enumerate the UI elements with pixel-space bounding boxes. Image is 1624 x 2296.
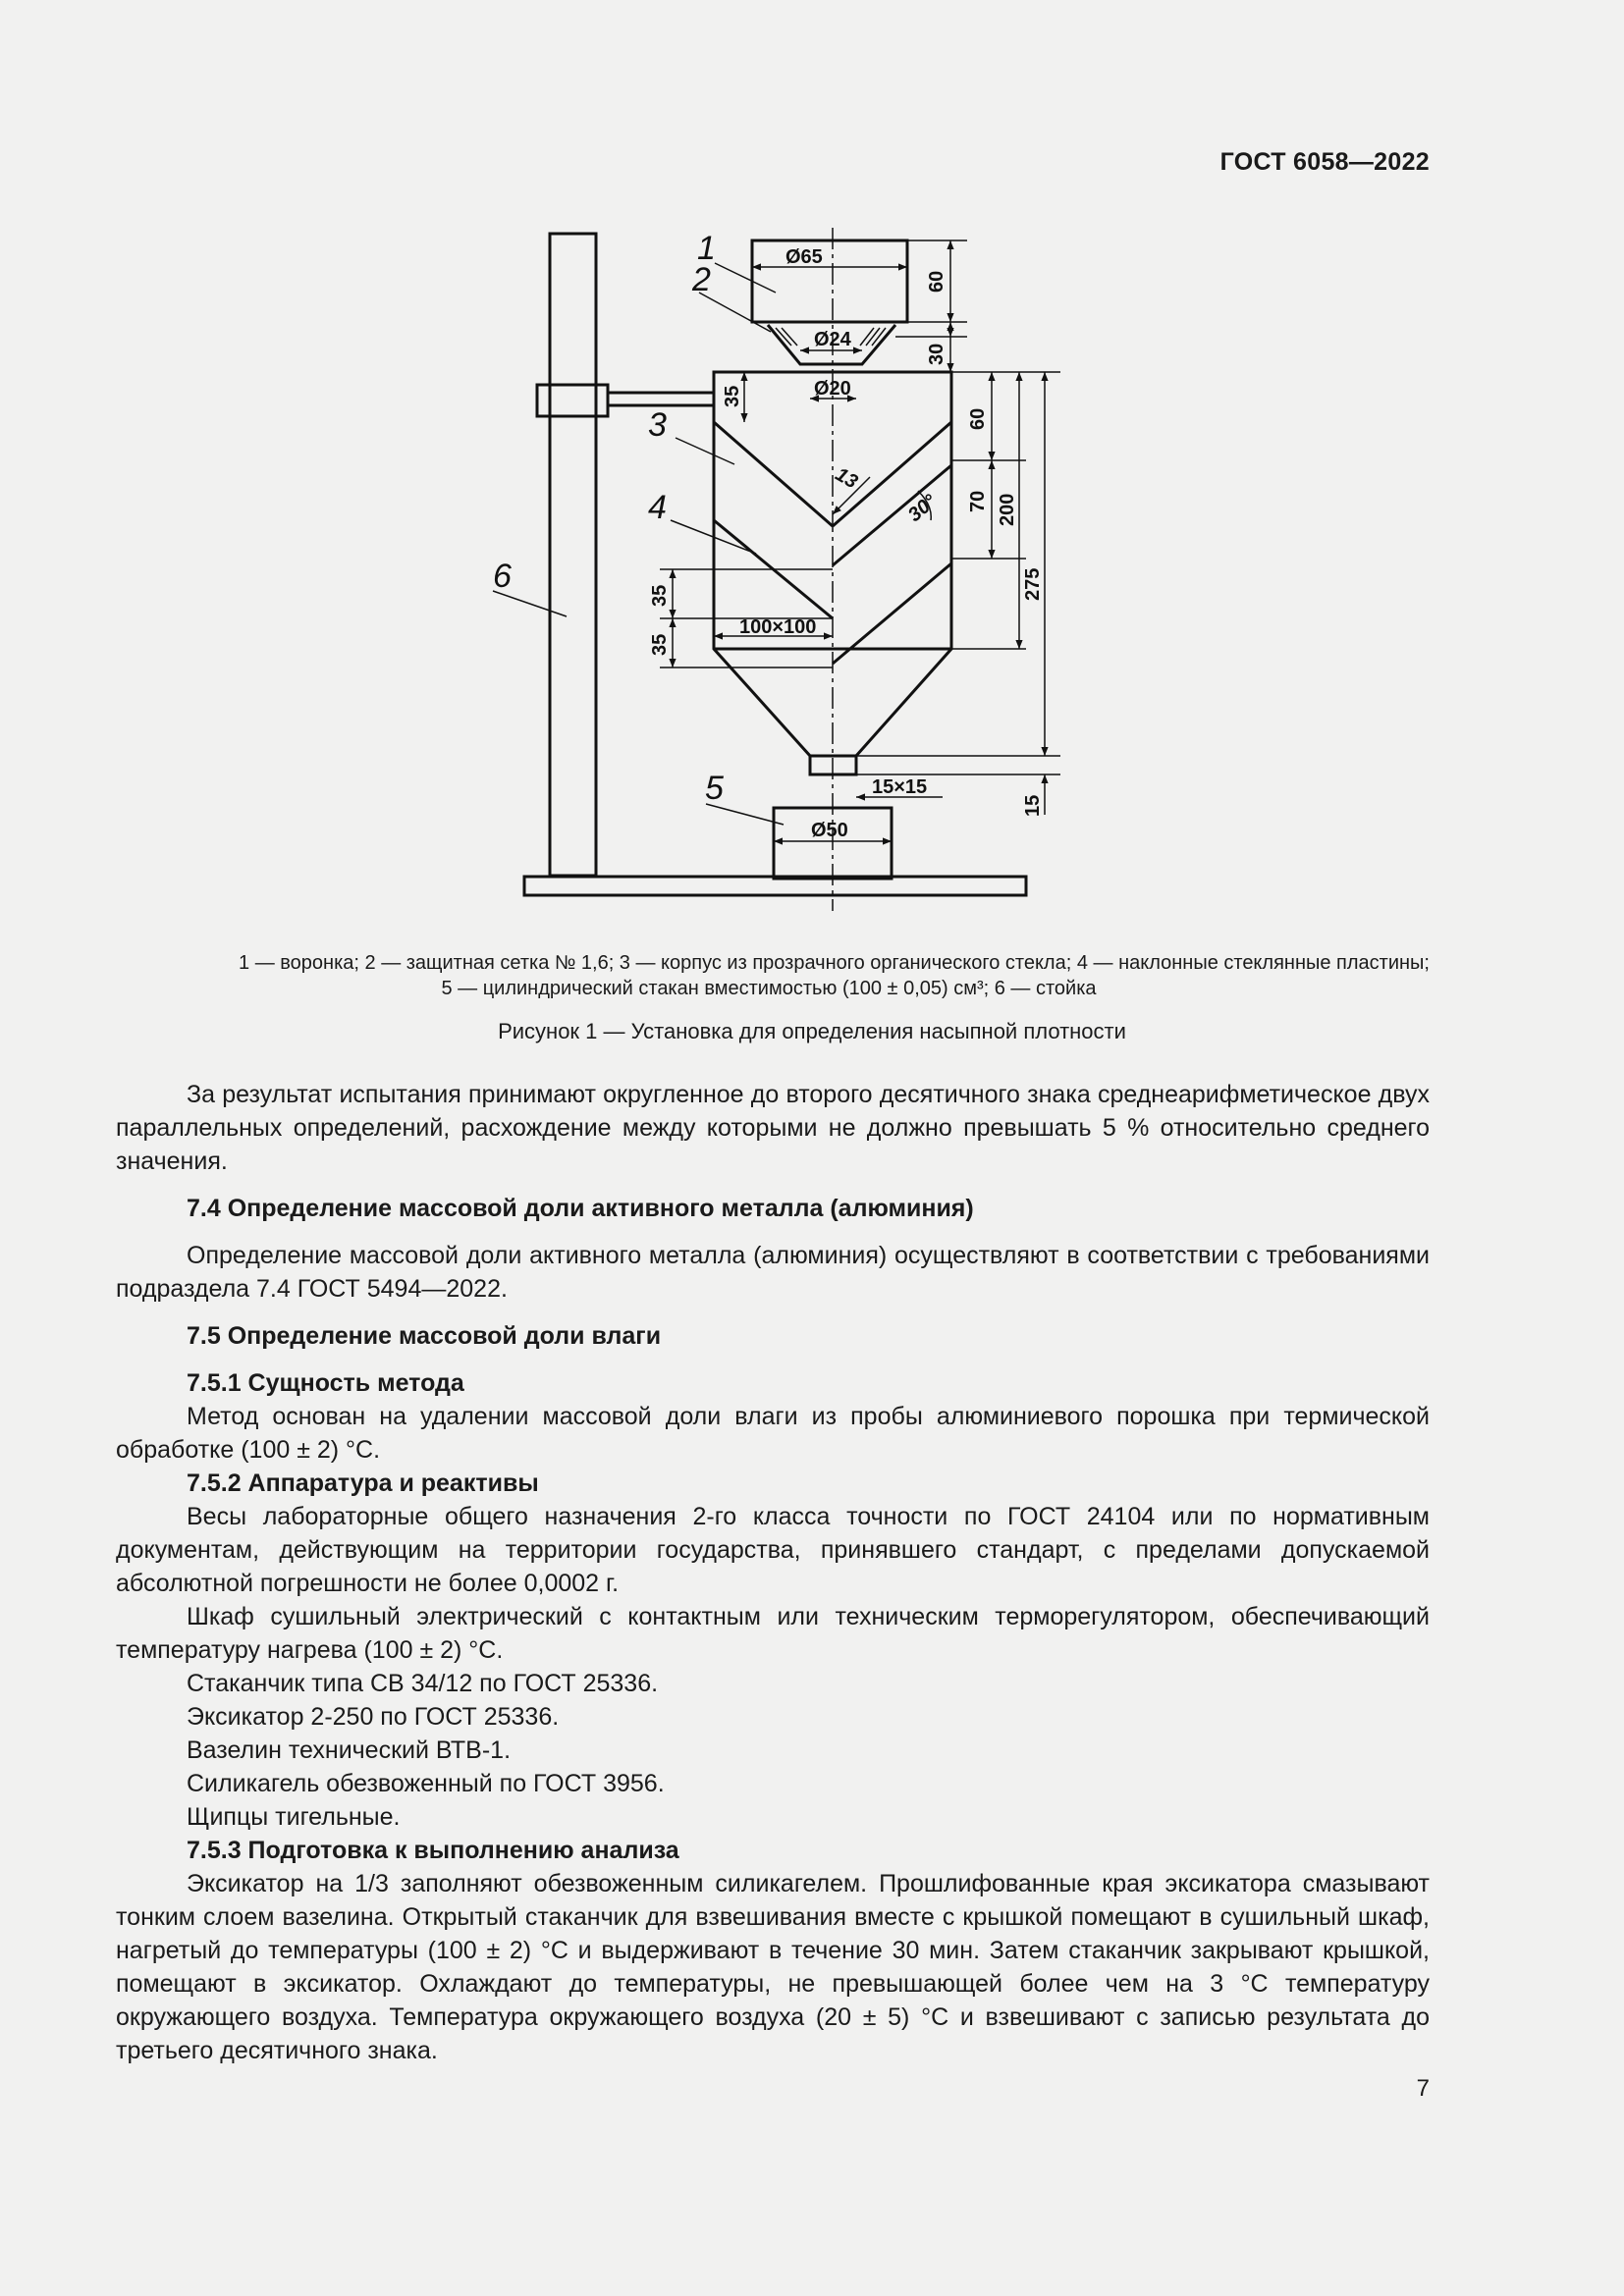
paragraph-result: За результат испытания принимают округленное до второго десятичного знака среднеарифметическое двух параллельных определений, расхождение между которыми не должно превышать 5 % относительно среднего значения. xyxy=(116,1081,1430,1175)
paragraph-tongs: Щипцы тигельные. xyxy=(187,1803,401,1831)
apparatus-svg xyxy=(493,224,1060,917)
page-number: 7 xyxy=(1416,2075,1430,2102)
dim-d20: Ø20 xyxy=(814,378,851,400)
legend-line-2: 5 — цилиндрический стакан вместимостью (100 ± 0,05) см³; 6 — стойка xyxy=(441,978,1097,999)
heading-7-5: 7.5 Определение массовой доли влаги xyxy=(187,1322,662,1350)
label-5: 5 xyxy=(705,770,724,807)
document-header: ГОСТ 6058—2022 xyxy=(1219,148,1430,176)
figure-caption: Рисунок 1 — Установка для определения насыпной плотности xyxy=(498,1019,1126,1043)
figure-apparatus-drawing xyxy=(493,224,1060,917)
label-1: 1 xyxy=(697,230,716,267)
dim-d24: Ø24 xyxy=(814,329,851,350)
dim-15x15: 15×15 xyxy=(872,776,928,798)
dim-30: 30 xyxy=(926,343,947,365)
body-text xyxy=(116,1078,1430,2067)
paragraph-beaker: Стаканчик типа СВ 34/12 по ГОСТ 25336. xyxy=(187,1670,659,1697)
dim-35-low: 35 xyxy=(649,633,671,656)
paragraph-7-5-3: Эксикатор на 1/3 заполняют обезвоженным силикагелем. Прошлифованные края эксикатора смазывают тонким слоем вазелина. Открытый стаканчик для взвешивания вместе с крышкой помещают в сушильный шкаф, нагретый до температуры (100 ± 2) °С и выдерживают в течение 30 мин. Затем стаканчик закрывают крышкой, помещают в эксикатор. Охлаждают до температуры, не превышающей более чем на 3 °С температуру окружающего воздуха. Температура окружающего воздуха (20 ± 5) °С и взвешивают с записью результата до третьего десятичного знака. xyxy=(116,1870,1430,2064)
figure-legend xyxy=(108,950,1430,1001)
label-2: 2 xyxy=(692,261,711,298)
paragraph-oven: Шкаф сушильный электрический с контактным или техническим терморегулятором, обеспечивающий температуру нагрева (100 ± 2) °С. xyxy=(116,1603,1430,1664)
paragraph-silica-gel: Силикагель обезвоженный по ГОСТ 3956. xyxy=(187,1770,665,1797)
paragraph-scales: Весы лабораторные общего назначения 2-го класса точности по ГОСТ 24104 или по нормативным документам, действующим на территории государства, принявшего стандарт, с пределами допускаемой абсолютной погрешности не более 0,0002 г. xyxy=(116,1503,1430,1597)
label-3: 3 xyxy=(648,406,667,444)
dim-60-funnel: 60 xyxy=(926,270,947,293)
stand-column xyxy=(550,234,596,876)
dim-d65: Ø65 xyxy=(785,246,823,268)
heading-7-4: 7.4 Определение массовой доли активного металла (алюминия) xyxy=(187,1195,974,1222)
dim-35-top: 35 xyxy=(722,385,743,407)
dim-d50: Ø50 xyxy=(811,820,848,841)
dim-200: 200 xyxy=(997,493,1018,526)
label-6: 6 xyxy=(493,558,512,595)
paragraph-desiccator: Эксикатор 2-250 по ГОСТ 25336. xyxy=(187,1703,560,1731)
dim-100x100: 100×100 xyxy=(739,616,817,638)
legend-line-1: 1 — воронка; 2 — защитная сетка № 1,6; 3 — корпус из прозрачного органического стекла; 4 — наклонные стеклянные пластины; xyxy=(239,952,1430,974)
dim-angle-30: 30° xyxy=(903,490,942,527)
dim-70: 70 xyxy=(967,490,989,512)
dim-60-body: 60 xyxy=(967,407,989,430)
dim-13: 13 xyxy=(831,463,862,494)
dim-15: 15 xyxy=(1022,794,1044,817)
paragraph-7-5-1: Метод основан на удалении массовой доли влаги из пробы алюминиевого порошка при термической обработке (100 ± 2) °С. xyxy=(116,1403,1430,1464)
dim-35-mid: 35 xyxy=(649,584,671,607)
funnel-cup xyxy=(752,240,907,322)
paragraph-7-4: Определение массовой доли активного металла (алюминия) осуществляют в соответствии с требованиями подраздела 7.4 ГОСТ 5494—2022. xyxy=(116,1242,1430,1303)
heading-7-5-1: 7.5.1 Сущность метода xyxy=(187,1369,464,1397)
dim-275: 275 xyxy=(1022,567,1044,601)
heading-7-5-2: 7.5.2 Аппаратура и реактивы xyxy=(187,1469,539,1497)
paragraph-vaseline: Вазелин технический ВТВ-1. xyxy=(187,1736,512,1764)
heading-7-5-3: 7.5.3 Подготовка к выполнению анализа xyxy=(187,1837,679,1864)
label-4: 4 xyxy=(648,489,667,526)
